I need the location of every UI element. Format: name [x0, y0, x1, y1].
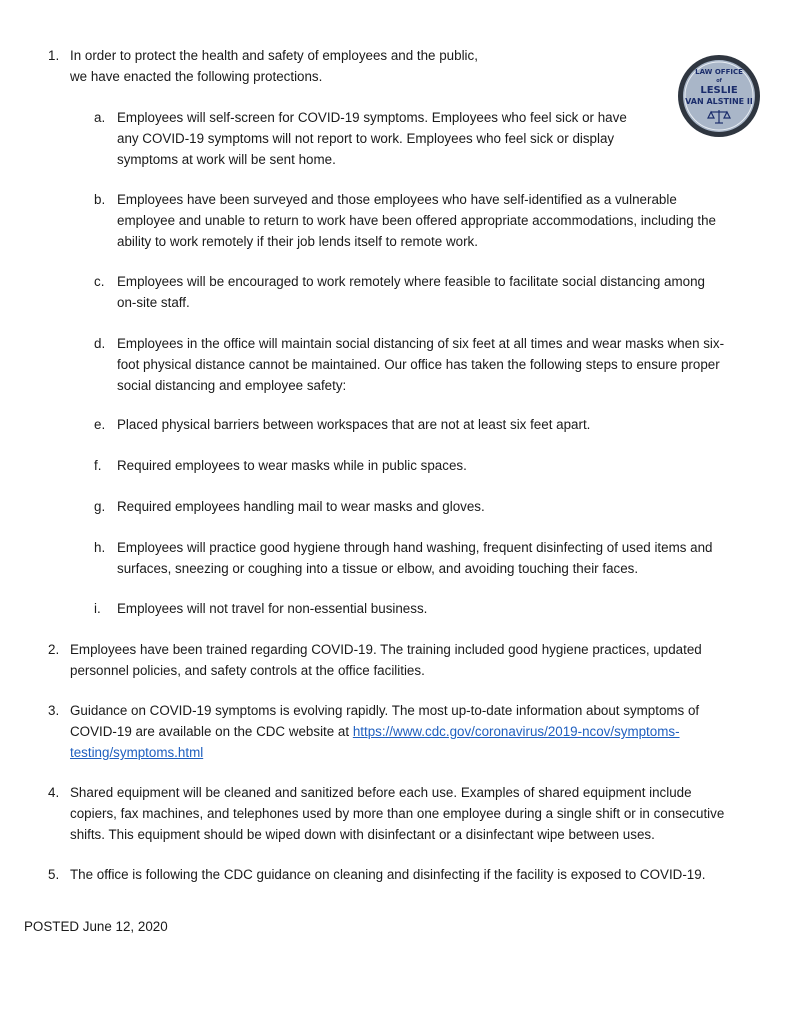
item-line: Required employees handling mail to wear masks and gloves. [117, 499, 485, 514]
item-number: 2. [48, 642, 60, 657]
item-line: social distancing and employee safety: [117, 378, 347, 393]
item-line [70, 742, 699, 763]
item-line: Employees will practice good hygiene through hand washing, frequent disinfecting of used items and [117, 540, 713, 555]
item-number: 5. [48, 867, 60, 882]
item-letter: b. [94, 192, 106, 207]
item-number: 4. [48, 785, 60, 800]
cdc-symptoms-link[interactable]: https://www.cdc.gov/coronavirus/2019-ncov/symptoms- [352, 724, 680, 739]
item-letter: f. [94, 458, 102, 473]
item-letter: c. [94, 274, 105, 289]
logo-line-2: of [716, 78, 722, 84]
item-line: Placed physical barriers between workspaces that are not at least six feet apart. [117, 417, 591, 432]
item-letter: a. [94, 110, 106, 125]
item-line: Shared equipment will be cleaned and sanitized before each use. Examples of shared equipment include [70, 785, 692, 800]
item-line: foot physical distance cannot be maintained. Our office has taken the following steps to ensure proper [117, 357, 720, 372]
item-line: surfaces, sneezing or coughing into a tissue or elbow, and avoiding touching their faces. [117, 561, 639, 576]
posted-date: POSTED June 12, 2020 [24, 919, 168, 934]
item-line: Employees will be encouraged to work remotely where feasible to facilitate social distancing among [117, 274, 706, 289]
logo-line-1: LAW OFFICE [695, 68, 743, 76]
logo-line-3: LESLIE [700, 85, 738, 96]
cdc-symptoms-link-continued[interactable]: testing/symptoms.html [70, 745, 204, 760]
item-number: 3. [48, 703, 60, 718]
item-line: personnel policies, and safety controls at the office facilities. [70, 663, 425, 678]
item-line: employee and unable to return to work have been offered appropriate accommodations, including the [117, 213, 716, 228]
item-line: Employees will not travel for non-essential business. [117, 601, 428, 616]
item-letter: g. [94, 499, 106, 514]
item-line: shifts. This equipment should be wiped down with disinfectant or a disinfectant wipe between uses. [70, 827, 655, 842]
item-line: any COVID-19 symptoms will not report to work. Employees who feel sick or display [117, 131, 615, 146]
item-letter: d. [94, 336, 106, 351]
law-office-logo [677, 54, 761, 138]
item-number: 1. [48, 48, 60, 63]
item-line: copiers, fax machines, and telephones used by more than one employee during a single shift or in consecutive [70, 806, 725, 821]
item-line: Employees in the office will maintain social distancing of six feet at all times and wear masks when six- [117, 336, 725, 351]
item-line: In order to protect the health and safety of employees and the public, [70, 48, 478, 63]
item-letter: i. [94, 601, 101, 616]
item-line: Employees have been surveyed and those employees who have self-identified as a vulnerable [117, 192, 677, 207]
logo-line-4: VAN ALSTINE II [685, 97, 753, 106]
item-line: we have enacted the following protections. [70, 69, 323, 84]
item-letter: h. [94, 540, 106, 555]
item-letter: e. [94, 417, 106, 432]
item-line: on-site staff. [117, 295, 190, 310]
item-line: The office is following the CDC guidance on cleaning and disinfecting if the facility is exposed to COVID-19. [70, 867, 706, 882]
item-line: ability to work remotely if their job lends itself to remote work. [117, 234, 478, 249]
item-line: Required employees to wear masks while in public spaces. [117, 458, 467, 473]
item-line: Guidance on COVID-19 symptoms is evolving rapidly. The most up-to-date information about symptoms of [70, 703, 700, 718]
item-line: symptoms at work will be sent home. [117, 152, 336, 167]
item-line: Employees will self-screen for COVID-19 symptoms. Employees who feel sick or have [117, 110, 627, 125]
item-line: Employees have been trained regarding COVID-19. The training included good hygiene practices, updated [70, 642, 702, 657]
item-line [70, 721, 699, 742]
item-line-text: COVID-19 are available on the CDC website at [70, 724, 353, 739]
logo-seal-icon [677, 54, 761, 138]
